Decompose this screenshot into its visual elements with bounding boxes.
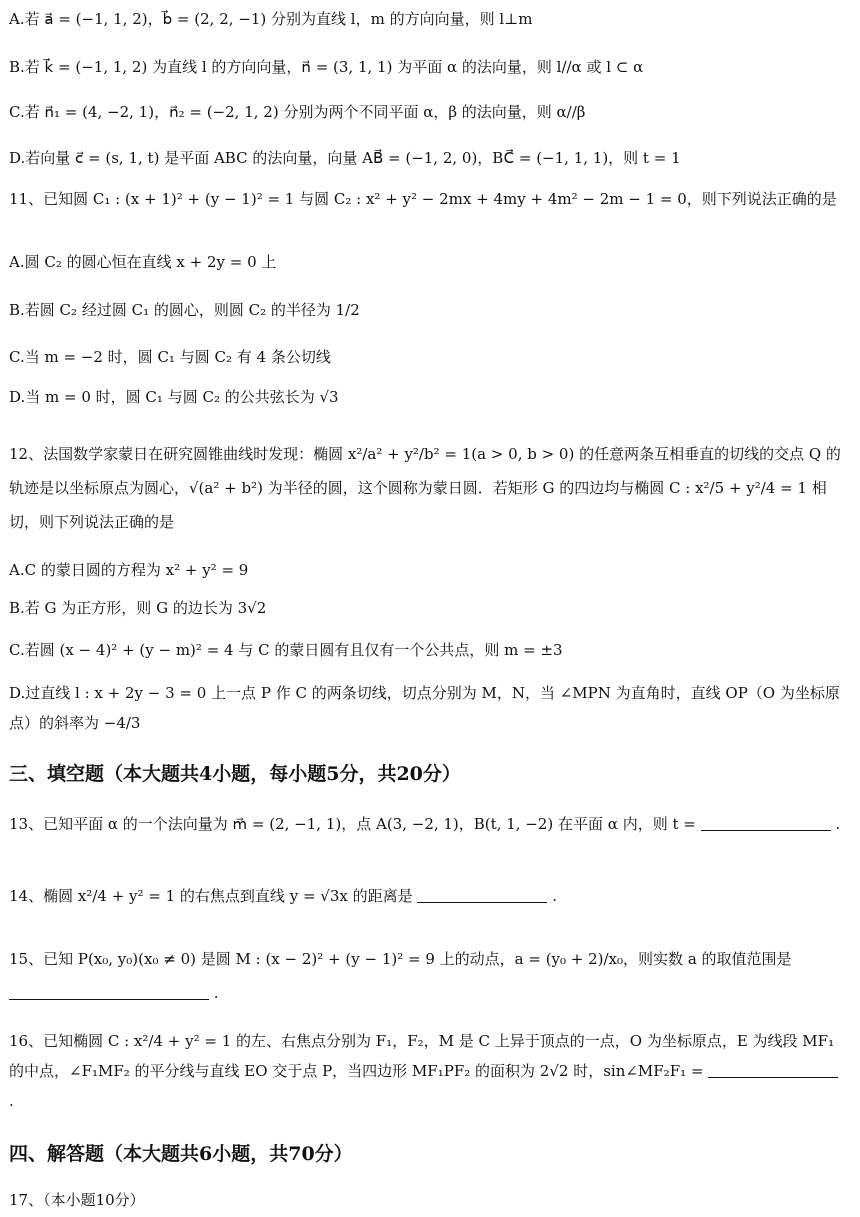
- q13-text: 13、已知平面 α 的一个法向量为 m⃗ = (2, −1, 1)，点 A(3, −2, 1)，B(t, 1, −2) 在平面 α 内，则 t =: [9, 815, 696, 833]
- q12-option-c-text: C.若圆 (x − 4)² + (y − m)² = 4 与 C 的蒙日圆有且仅有一个公共点，则 m = ±3: [9, 641, 563, 659]
- q10-option-b: [9, 55, 846, 79]
- q15-answer-blank[interactable]: [9, 983, 209, 1000]
- q13: [9, 812, 846, 836]
- q13-period: .: [835, 815, 841, 833]
- q11-option-a-text: A.圆 C₂ 的圆心恒在直线 x + 2y = 0 上: [9, 253, 277, 271]
- section-3-heading: 三、填空题（本大题共4小题，每小题5分，共20分）: [9, 763, 461, 785]
- q15-period: .: [213, 984, 219, 1002]
- q12-stem-text: 12、法国数学家蒙日在研究圆锥曲线时发现：椭圆 x²/a² + y²/b² = 1(a > 0, b > 0) 的任意两条互相垂直的切线的交点 Q 的轨迹是以坐标原点为圆心，√(a² + b²) 为半径的圆，这个圆称为蒙日圆．若矩形 G 的四边均与椭圆 C : x²/5 + y²/4 = 1 相切，则下列说法正确的是: [9, 445, 841, 531]
- q14-text: 14、椭圆 x²/4 + y² = 1 的右焦点到直线 y = √3x 的距离是: [9, 887, 413, 905]
- q12-stem: [9, 437, 846, 539]
- q14: [9, 884, 846, 908]
- q16-answer-blank[interactable]: [708, 1061, 838, 1078]
- q16-period: .: [9, 1092, 14, 1110]
- q15-text: 15、已知 P(x₀, y₀)(x₀ ≠ 0) 是圆 M : (x − 2)² + (y − 1)² = 9 上的动点，a = (y₀ + 2)/x₀，则实数 a 的取值范围是: [9, 950, 792, 968]
- q11-option-b-text: B.若圆 C₂ 经过圆 C₁ 的圆心，则圆 C₂ 的半径为 1/2: [9, 301, 360, 319]
- q10-option-d: [9, 146, 846, 170]
- q11-option-c-text: C.当 m = −2 时，圆 C₁ 与圆 C₂ 有 4 条公切线: [9, 348, 331, 366]
- q14-period: .: [552, 887, 557, 905]
- q11-option-d: [9, 385, 846, 409]
- q11-stem-text: 11、已知圆 C₁ : (x + 1)² + (y − 1)² = 1 与圆 C₂ : x² + y² − 2mx + 4my + 4m² − 2m − 1 = 0，则下列说法正确的是: [9, 190, 837, 208]
- q10-option-c-text: C.若 n⃗₁ = (4, −2, 1)，n⃗₂ = (−2, 1, 2) 分别为两个不同平面 α，β 的法向量，则 α//β: [9, 103, 586, 121]
- q10-option-a-text: A.若 a⃗ = (−1, 1, 2)，b⃗ = (2, 2, −1) 分别为直线 l，m 的方向向量，则 l⊥m: [9, 10, 533, 28]
- q12-option-a-text: A.C 的蒙日圆的方程为 x² + y² = 9: [9, 561, 249, 579]
- q17-text: 17、（本小题10分）: [9, 1191, 145, 1209]
- q12-option-a: [9, 558, 846, 582]
- q12-option-d: [9, 678, 846, 738]
- q11-option-a: [9, 250, 846, 274]
- q11-stem: [9, 187, 846, 211]
- q17: [9, 1188, 846, 1212]
- q16: [9, 1026, 846, 1116]
- q12-option-b-text: B.若 G 为正方形，则 G 的边长为 3√2: [9, 599, 267, 617]
- q10-option-d-text: D.若向量 c⃗ = (s, 1, t) 是平面 ABC 的法向量，向量 AB⃗ = (−1, 2, 0)，BC⃗ = (−1, 1, 1)，则 t = 1: [9, 149, 681, 167]
- q16-text: 16、已知椭圆 C : x²/4 + y² = 1 的左、右焦点分别为 F₁，F₂，M 是 C 上异于顶点的一点，O 为坐标原点，E 为线段 MF₁ 的中点，∠F₁MF₂ 的平分线与直线 EO 交于点 P，当四边形 MF₁PF₂ 的面积为 2√2 时，sin∠MF₂F₁ =: [9, 1032, 835, 1080]
- q12-option-c: [9, 638, 846, 662]
- q11-option-c: [9, 345, 846, 369]
- q10-option-a: [9, 7, 846, 31]
- q12-option-b: [9, 596, 846, 620]
- q11-option-b: [9, 298, 846, 322]
- q14-answer-blank[interactable]: [417, 886, 547, 903]
- q12-option-d-text: D.过直线 l : x + 2y − 3 = 0 上一点 P 作 C 的两条切线，切点分别为 M，N，当 ∠MPN 为直角时，直线 OP（O 为坐标原点）的斜率为 −4/3: [9, 684, 840, 732]
- q15: [9, 942, 846, 1010]
- q13-answer-blank[interactable]: [701, 814, 831, 831]
- q11-option-d-text: D.当 m = 0 时，圆 C₁ 与圆 C₂ 的公共弦长为 √3: [9, 388, 339, 406]
- section-4-heading: 四、解答题（本大题共6小题，共70分）: [9, 1143, 353, 1165]
- q10-option-b-text: B.若 k⃗ = (−1, 1, 2) 为直线 l 的方向向量，n⃗ = (3, 1, 1) 为平面 α 的法向量，则 l//α 或 l ⊂ α: [9, 58, 644, 76]
- q10-option-c: [9, 100, 846, 124]
